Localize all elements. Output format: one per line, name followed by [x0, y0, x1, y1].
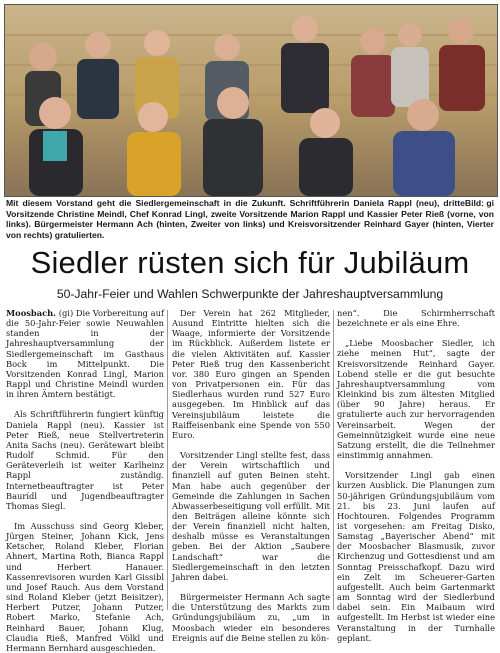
- caption-text: Mit diesem Vorstand geht die Siedlergemeinschaft in die Zukunft. Schriftführerin Daniela Rappl (neu), dritte Vorsitzende Christine Meindl, Chef Konrad Lingl, zweite Vorsitzende Marion Rappl und Kassier Peter Rieß (vorne, von links). Bürgermeister Hermann Ach (hinten, Zweiter von links) und Kreisvorsitzender Reinhard Gayer (hinten, Vierter von rechts) gratulierten.: [6, 198, 494, 240]
- paragraph: [6, 308, 164, 399]
- paragraph: Der Verein hat 262 Mitglieder, Ausund Eintritte hielten sich die Waage, informierte der Vorsitzende im Rückblick. Außerdem listete er die vielen Aktivitäten auf. Kassier Peter Rieß trug den Kassenbericht vor. 380 Euro gingen an Spenden von Privatpersonen ein. Für das Siedlerhaus wurden rund 527 Euro ausgegeben. Im Hinblick auf das Vereinsjubiläum leistete die Raiffeisenbank eine Spende von 550 Euro.: [172, 308, 330, 440]
- paragraph-text: (gi) Die Vorbereitung auf die 50-Jahr-Feier sowie Neuwahlen standen in der Jahreshauptversammlung der Siedlergemeinschaft im Gasthaus Bock im Mittelpunkt. Die Vorsitzenden Konrad Lingl, Marion Rappl und Christine Meindl wurden in ihren Ämtern bestätigt.: [6, 308, 165, 400]
- paragraph: Bürgermeister Hermann Ach sagte die Unterstützung des Markts zum Gründungsjubiläum zu, „um in Moosbach wieder ein besonderes Ereignis auf die Beine stellen zu kön-: [172, 592, 330, 643]
- article-column-3: [337, 308, 495, 643]
- paragraph: Vorsitzender Lingl stellte fest, dass der Verein wirtschaftlich und finanziell auf guten Beinen steht. Man habe auch gegenüber der Gemeinde die Zahlungen in Sachen Abwasserbeseitigung voll erfüllt. Mit den Beiträgen alleine könnte sich der Verein finanziell nicht halten, deshalb müsse es Veranstaltungen geben. Bei der Aktion „Saubere Landschaft“ war die Siedlergemeinschaft in den letzten Jahren dabei.: [172, 450, 330, 582]
- column-divider: [333, 310, 334, 610]
- article-column-2: [172, 308, 330, 643]
- dateline: Moosbach.: [6, 308, 57, 318]
- photo-caption: [6, 198, 494, 240]
- subheadline: 50-Jahr-Feier und Wahlen Schwerpunkte der Jahreshauptversammlung: [56, 287, 444, 301]
- column-divider: [167, 310, 168, 610]
- headline: Siedler rüsten sich für Jubiläum: [30, 245, 470, 280]
- caption-credit: Bild: gi: [464, 198, 494, 208]
- paragraph: nen“. Die Schirmherrschaft bezeichnete er als eine Ehre.: [337, 308, 495, 329]
- paragraph: „Liebe Moosbacher Siedler, ich ziehe meinen Hut“, sagte der Kreisvorsitzende Reinhard Gayer. Lobend stelle er die gut besuchte Jahreshauptversammlung vom Kleinkind bis zum ältesten Mitglied (über 90 Jahre) heraus. Er gratulierte auch zur hervorragenden Vereinsarbeit. Wegen der Gemeinnützigkeit wurde eine neue Satzung erstellt, die die Teilnehmer einstimmig annahmen.: [337, 338, 495, 461]
- article-column-1: [6, 308, 165, 653]
- paragraph: Vorsitzender Lingl gab einen kurzen Ausblick. Die Planungen zum 50-jährigen Gründungsjubiläum vom 21. bis 23. Juni laufen auf Hochtouren. Folgendes Programm ist vorgesehen: am Freitag Disko, Samstag „Bayerischer Abend“ mit der Moosbacher Blasmusik, zuvor Kirchenzug und Gottesdienst und am Sonntag Preisschafkopf. Dazu wird ein Zelt im Scheuerer-Garten aufgestellt. Auch beim Gartenmarkt am Sonntag wird der Siedlerbund dabei sein. Ein Maibaum wird aufgestellt. Im Herbst ist wieder eine Veranstaltung in der Turnhalle geplant.: [337, 470, 495, 643]
- group-photo: [4, 4, 498, 197]
- paragraph: Als Schriftführerin fungiert künftig Daniela Rappl (neu). Kassier ist Peter Rieß, neue Stellvertreterin Anita Sachs (neu). Gerätewart bleibt Rudolf Schmid. Für den Geräteverleih ist weiter Karlheinz Rappl zuständig. Internetbeauftragter ist Peter Baurídl und Jugendbeauftragter Thomas Siegl.: [6, 409, 164, 511]
- paragraph: Im Ausschuss sind Georg Kleber, Jürgen Steiner, Johann Kick, Jens Ketscher, Roland Kleber, Florian Ahnert, Martina Roth, Bianca Rappl und Herbert Hanauer. Kassenrevisoren wurden Karl Gissibl und Josef Rauch. Aus dem Vorstand sind Roland Kleber (jetzt Beisitzer), Herbert Putzer, Johann Putzer, Robert Marko, Stefanie Ach, Reinhard Bauer, Johann Klug, Claudia Rieß, Manfred Völkl und Hermann Bernhard ausgeschieden.: [6, 520, 164, 653]
